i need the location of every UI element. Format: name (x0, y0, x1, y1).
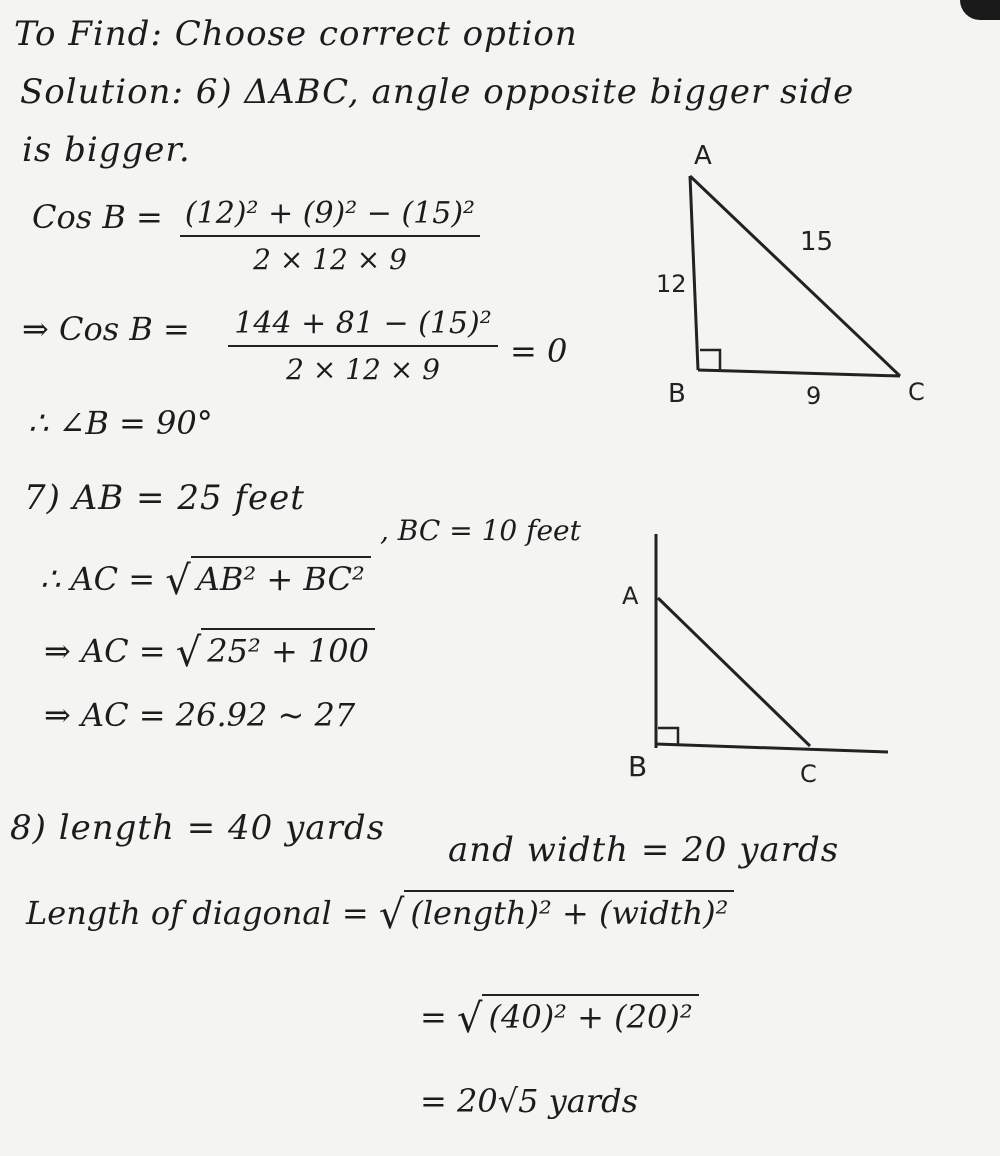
q6-conclusion: ∴ ∠B = 90° (28, 404, 213, 442)
vertex-a-label: A (622, 582, 639, 610)
q8-given-width: and width = 20 yards (448, 830, 840, 870)
vertex-c-label: C (800, 760, 817, 788)
q6-step2-denominator: 2 × 12 × 9 (286, 353, 440, 386)
q8-result: = 20√5 yards (420, 1082, 638, 1120)
side-ab-label: 12 (656, 270, 687, 298)
side-ab (690, 176, 698, 370)
vertex-c-label: C (908, 378, 925, 406)
q7-given: 7) AB = 25 feet (24, 478, 305, 518)
q7-step2-label: ⇒ AC = (44, 632, 166, 670)
sqrt-symbol: √ (175, 630, 202, 676)
sqrt-symbol: √ (378, 892, 405, 938)
solution-intro-continued: is bigger. (22, 130, 191, 170)
q7-step1-radicand: AB² + BC² (191, 556, 371, 598)
solution-intro-line: Solution: 6) ΔABC, angle opposite bigger side (20, 72, 855, 112)
side-ac (690, 176, 900, 376)
q7-step3: ⇒ AC = 26.92 ~ 27 (44, 696, 356, 734)
ladder-line (658, 598, 810, 746)
q6-step2-result: = 0 (510, 332, 568, 370)
q8-diag-label: Length of diagonal = (26, 894, 369, 932)
side-ac-label: 15 (800, 227, 834, 257)
q6-cos-denominator: 2 × 12 × 9 (253, 243, 407, 276)
side-bc (698, 370, 900, 376)
q8-step2-label: = (420, 998, 447, 1036)
side-bc-label: 9 (806, 382, 822, 410)
q6-triangle-diagram (656, 141, 925, 410)
q6-step2-label: ⇒ Cos B = (22, 310, 190, 348)
q7-step1-label: ∴ AC = (40, 560, 156, 598)
vertex-a-label: A (694, 141, 712, 171)
sqrt-symbol: √ (456, 996, 483, 1042)
q8-step2-radicand: (40)² + (20)² (482, 994, 698, 1036)
q6-step2-numerator: 144 + 81 − (15)² (228, 306, 498, 347)
vertex-b-label: B (628, 750, 648, 783)
q7-given-bc: , BC = 10 feet (380, 514, 581, 547)
q6-cos-label: Cos B = (32, 198, 163, 236)
vertex-b-label: B (668, 379, 686, 409)
ground-line (656, 744, 888, 752)
q7-step2-radicand: 25² + 100 (201, 628, 375, 670)
sqrt-symbol: √ (165, 558, 191, 604)
q6-cos-numerator: (12)² + (9)² − (15)² (180, 196, 480, 237)
right-angle-marker (700, 350, 720, 370)
q8-given-length: 8) length = 40 yards (10, 808, 386, 848)
right-angle-marker (658, 728, 678, 745)
to-find-line: To Find: Choose correct option (14, 14, 578, 54)
q8-diag-radicand: (length)² + (width)² (404, 890, 734, 932)
q7-triangle-diagram (622, 534, 888, 788)
